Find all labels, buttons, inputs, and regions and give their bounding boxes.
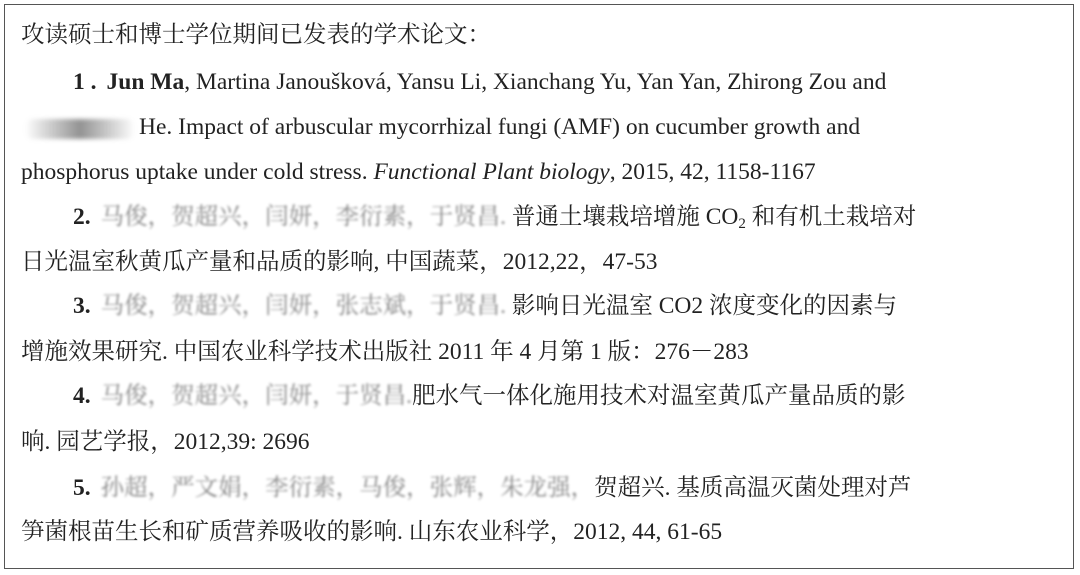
paper-authors: 孙超，严文娟，李衍素，马俊，张辉，朱龙强， [100,475,595,501]
journal-name: Functional Plant biology [373,159,610,185]
paper-4-line-1 [73,381,906,411]
paper-title: 普通土壤栽培增施 CO [506,204,739,230]
paper-title: 基质高温灭菌处理对芦 [670,475,912,501]
paper-3-line-1 [73,291,897,321]
subscript-2: 2 [738,216,746,232]
paper-2-line-2: 日光温室秋黄瓜产量和品质的影响, 中国蔬菜，2012,22，47-53 [21,249,658,275]
paper-5-line-2: 笋菌根苗生长和矿质营养吸收的影响. 山东农业科学，2012, 44, 61-65 [21,519,723,545]
paper-title-cont: 和有机土栽培对 [745,204,917,230]
redacted-name [25,119,135,139]
paper-1-line-2 [21,112,860,142]
paper-1-line-3 [21,157,816,187]
paper-number: 3. [73,293,91,319]
paper-2-line-1 [73,202,916,232]
first-author: Jun Ma [106,69,185,95]
paper-title: 肥水气一体化施用技术对温室黄瓜产量品质的影 [412,383,906,409]
paper-title: 影响日光温室 CO2 浓度变化的因素与 [506,293,898,319]
paper-3-line-2: 增施效果研究. 中国农业科学技术出版社 2011 年 4 月第 1 版：276－283 [21,339,749,365]
section-heading: 攻读硕士和博士学位期间已发表的学术论文： [21,22,491,48]
paper-1-line-1 [73,67,886,97]
paper-5-line-1 [73,473,911,503]
paper-number: 5. [73,475,91,501]
paper-title: Impact of arbuscular mycorrhizal fungi (AMF) on cucumber growth and [172,114,861,140]
paper-author-last: 贺超兴. [594,475,671,501]
citation: , 2015, 42, 1158-1167 [609,159,816,185]
paper-authors: 马俊，贺超兴，闫妍，于贤昌. [100,383,412,409]
paper-4-line-2: 响. 园艺学报，2012,39: 2696 [21,429,310,455]
paper-authors: , Martina Janoušková, Yansu Li, Xianchang Yu, Yan Yan, Zhirong Zou and [184,69,887,95]
paper-authors: 马俊，贺超兴，闫妍，张志斌，于贤昌. [100,293,506,319]
paper-title-cont: phosphorus uptake under cold stress. [21,159,368,185]
paper-authors: 马俊，贺超兴，闫妍，李衍素，于贤昌. [100,204,506,230]
paper-number: 4. [73,383,91,409]
paper-authors-cont: He. [139,114,173,140]
paper-number: 2. [73,204,91,230]
paper-number: 1 . [73,69,97,95]
